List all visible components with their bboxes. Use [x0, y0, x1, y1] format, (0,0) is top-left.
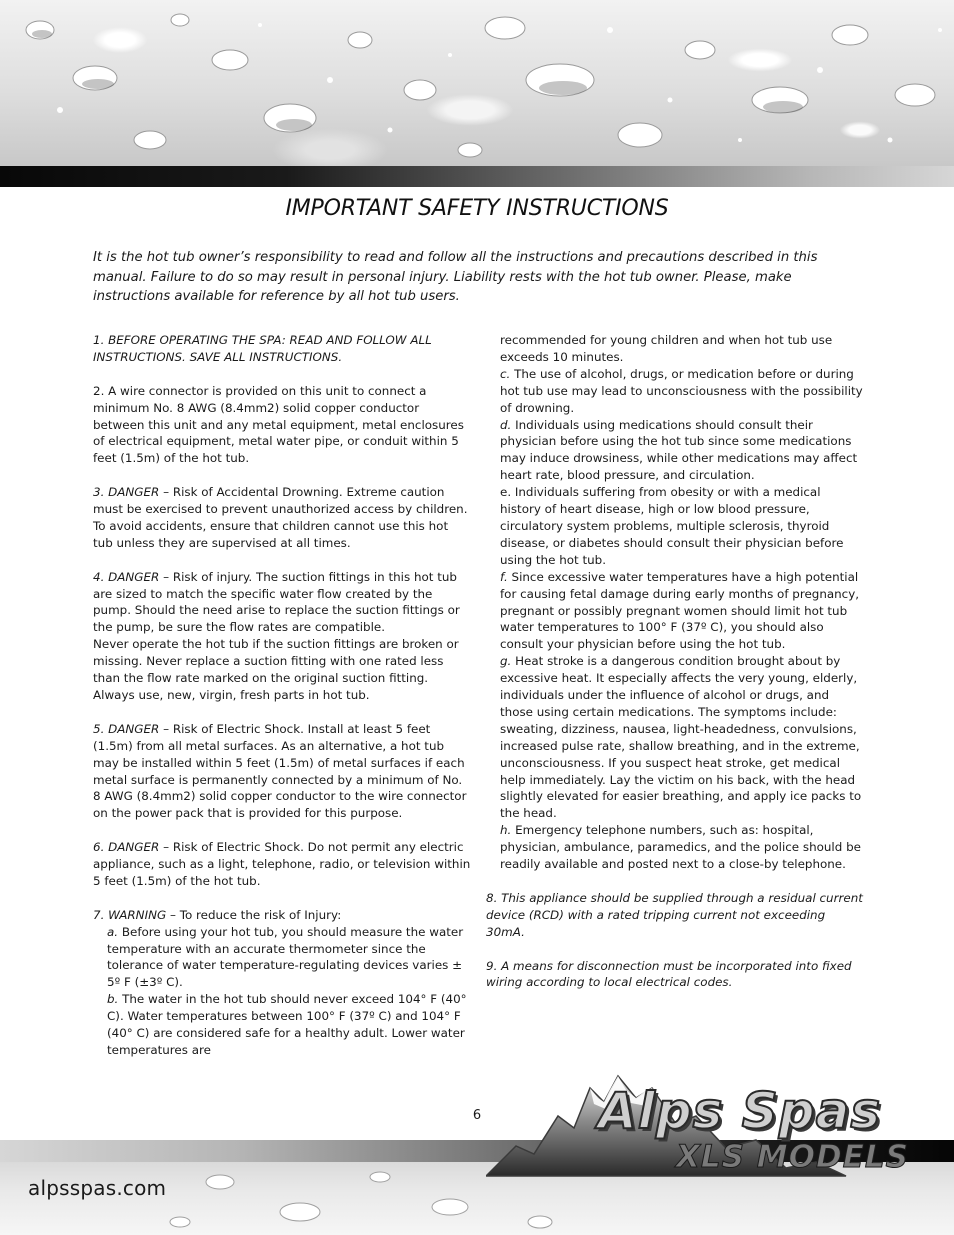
header-gradient-bar [0, 166, 954, 187]
left-column [93, 332, 471, 1059]
instruction-7d [500, 417, 864, 485]
instruction-7b-label: b. [107, 992, 119, 1007]
instruction-7a-text: Before using your hot tub, you should measure the water temperature with an accurate thermometer since the tolerance of water temperature-regulating devices varies ± 5º F (±3º C). [107, 924, 464, 990]
instruction-4 [93, 569, 471, 704]
instruction-7f-label: f. [500, 569, 508, 584]
instruction-6 [93, 839, 471, 890]
instruction-7e: e. Individuals suffering from obesity or with a medical history of heart disease, high or low blood pressure, circulatory system problems, multiple sclerosis, thyroid disease, or diabetes should consult their physician before using the hot tub. [500, 485, 844, 567]
instruction-7g [500, 653, 864, 822]
instruction-7f-text: Since excessive water temperatures have a high potential for causing fetal damage during early months of pregnancy, pregnant or possibly pregnant women should limit hot tub water temperatures to 100° F (37º C), you should also consult your physician before using the hot tub. [500, 569, 860, 652]
instruction-7c [500, 366, 864, 417]
page-number: 6 [472, 1108, 482, 1123]
instruction-7a [107, 924, 471, 992]
instruction-6-text: – Risk of Electric Shock. Do not permit any electric appliance, such as a light, telephone, radio, or television within 5 feet (1.5m) of the hot tub. [93, 840, 471, 888]
instruction-7 [93, 907, 471, 924]
instruction-7g-label: g. [500, 654, 512, 669]
instruction-7d-text: Individuals using medications should consult their physician before using the hot tub since some medications may induce drowsiness, while other medications may affect heart rate, blood pressure, and circulation. [500, 417, 858, 483]
instruction-7f [500, 569, 864, 654]
website-link[interactable]: alpsspas.com [28, 1176, 167, 1200]
instruction-7b-text: The water in the hot tub should never exceed 104° F (40° C). Water temperatures between 100° F (37º C) and 104° F (40° C) are considered safe for a healthy adult. Lower water temperatures are [107, 992, 467, 1057]
instruction-5-text: – Risk of Electric Shock. Install at least 5 feet (1.5m) from all metal surfaces. As an alternative, a hot tub may be installed within 5 feet (1.5m) of metal surfaces if each metal surface is permanently connected by a minimum of No. 8 AWG (8.4mm2) solid copper conductor to the wire connector on the power pack that is provided for this purpose. [93, 721, 467, 821]
instruction-7c-label: c. [500, 366, 511, 381]
header-water-image [0, 0, 954, 166]
right-column [486, 332, 864, 1008]
instruction-1: 1. BEFORE OPERATING THE SPA: READ AND FOLLOW ALL INSTRUCTIONS. SAVE ALL INSTRUCTIONS. [93, 333, 432, 364]
instruction-3-label: 3. DANGER [93, 485, 160, 500]
instruction-7d-label: d. [500, 417, 512, 432]
logo-brand-text: Alps Spas [598, 1082, 882, 1140]
water-droplets-graphic [0, 0, 954, 166]
instruction-7-subitems [93, 924, 471, 1059]
instruction-7-continued [486, 332, 864, 873]
instruction-6-label: 6. DANGER [93, 840, 160, 855]
instruction-4-text: – Risk of injury. The suction fittings in this hot tub are sized to match the specific water flow created by the pump. Should the need arise to replace the suction fittings or the pump, be sure the flow rates are compatible. [93, 569, 460, 635]
page-title: IMPORTANT SAFETY INSTRUCTIONS [285, 196, 669, 221]
instruction-7h [500, 822, 864, 873]
instruction-5-label: 5. DANGER [93, 721, 160, 736]
instruction-7b-continued: recommended for young children and when hot tub use exceeds 10 minutes. [500, 333, 833, 364]
instruction-7g-text: Heat stroke is a dangerous condition brought about by excessive heat. It especially affects the very young, elderly, individuals under the influence of alcohol or drugs, and those using certain medications. The symptoms include: sweating, dizziness, nausea, light-headedness, convulsions, increased pulse rate, shallow breathing, and in the extreme, unconsciousness. If you suspect heat stroke, get medical help immediately. Lay the victim on his back, with the head slightly elevated for easier breathing, and apply ice packs to the head. [500, 654, 862, 821]
instruction-7h-label: h. [500, 823, 512, 838]
instruction-9: 9. A means for disconnection must be incorporated into fixed wiring according to local electrical codes. [486, 958, 852, 990]
instruction-7-label: 7. WARNING [93, 907, 167, 922]
spacer [486, 873, 864, 890]
instruction-7b [107, 991, 471, 1059]
instruction-7h-text: Emergency telephone numbers, such as: hospital, physician, ambulance, paramedics, and the police should be readily available and posted next to a close-by telephone. [500, 823, 861, 872]
instruction-3-text: – Risk of Accidental Drowning. Extreme caution must be exercised to prevent unauthorized access by children. To avoid accidents, ensure that children cannot use this hot tub unless they are supervised at all times. [93, 485, 468, 550]
logo-models-text: XLS MODELS [676, 1139, 909, 1175]
instruction-7-text: – To reduce the risk of Injury: [166, 907, 342, 922]
instruction-2: 2. A wire connector is provided on this unit to connect a minimum No. 8 AWG (8.4mm2) solid copper conductor between this unit and any metal equipment, metal enclosures of electrical equipment, metal water pipe, or conduit within 5 feet (1.5m) of the hot tub. [93, 383, 464, 466]
instruction-8: 8. This appliance should be supplied through a residual current device (RCD) with a rated tripping current not exceeding 30mA. [486, 890, 863, 939]
instruction-7a-label: a. [107, 924, 119, 939]
intro-paragraph: It is the hot tub owner’s responsibility to read and follow all the instructions and precautions described in this manual. Failure to do so may result in personal injury. Liability rests with the hot tub owner. Please, make instructions available for reference by all hot tub users. [93, 250, 818, 304]
instruction-5 [93, 721, 471, 822]
instruction-4-text-2: Never operate the hot tub if the suction fittings are broken or missing. Never replace a suction fitting with one rated less than the flow rate marked on the original suction fitting. Always use, new, virgin, fresh parts in hot tub. [93, 637, 459, 702]
instruction-3 [93, 484, 471, 552]
instruction-4-label: 4. DANGER [93, 569, 160, 584]
instruction-7c-text: The use of alcohol, drugs, or medication before or during hot tub use may lead to unconsciousness with the possibility of drowning. [500, 366, 863, 415]
